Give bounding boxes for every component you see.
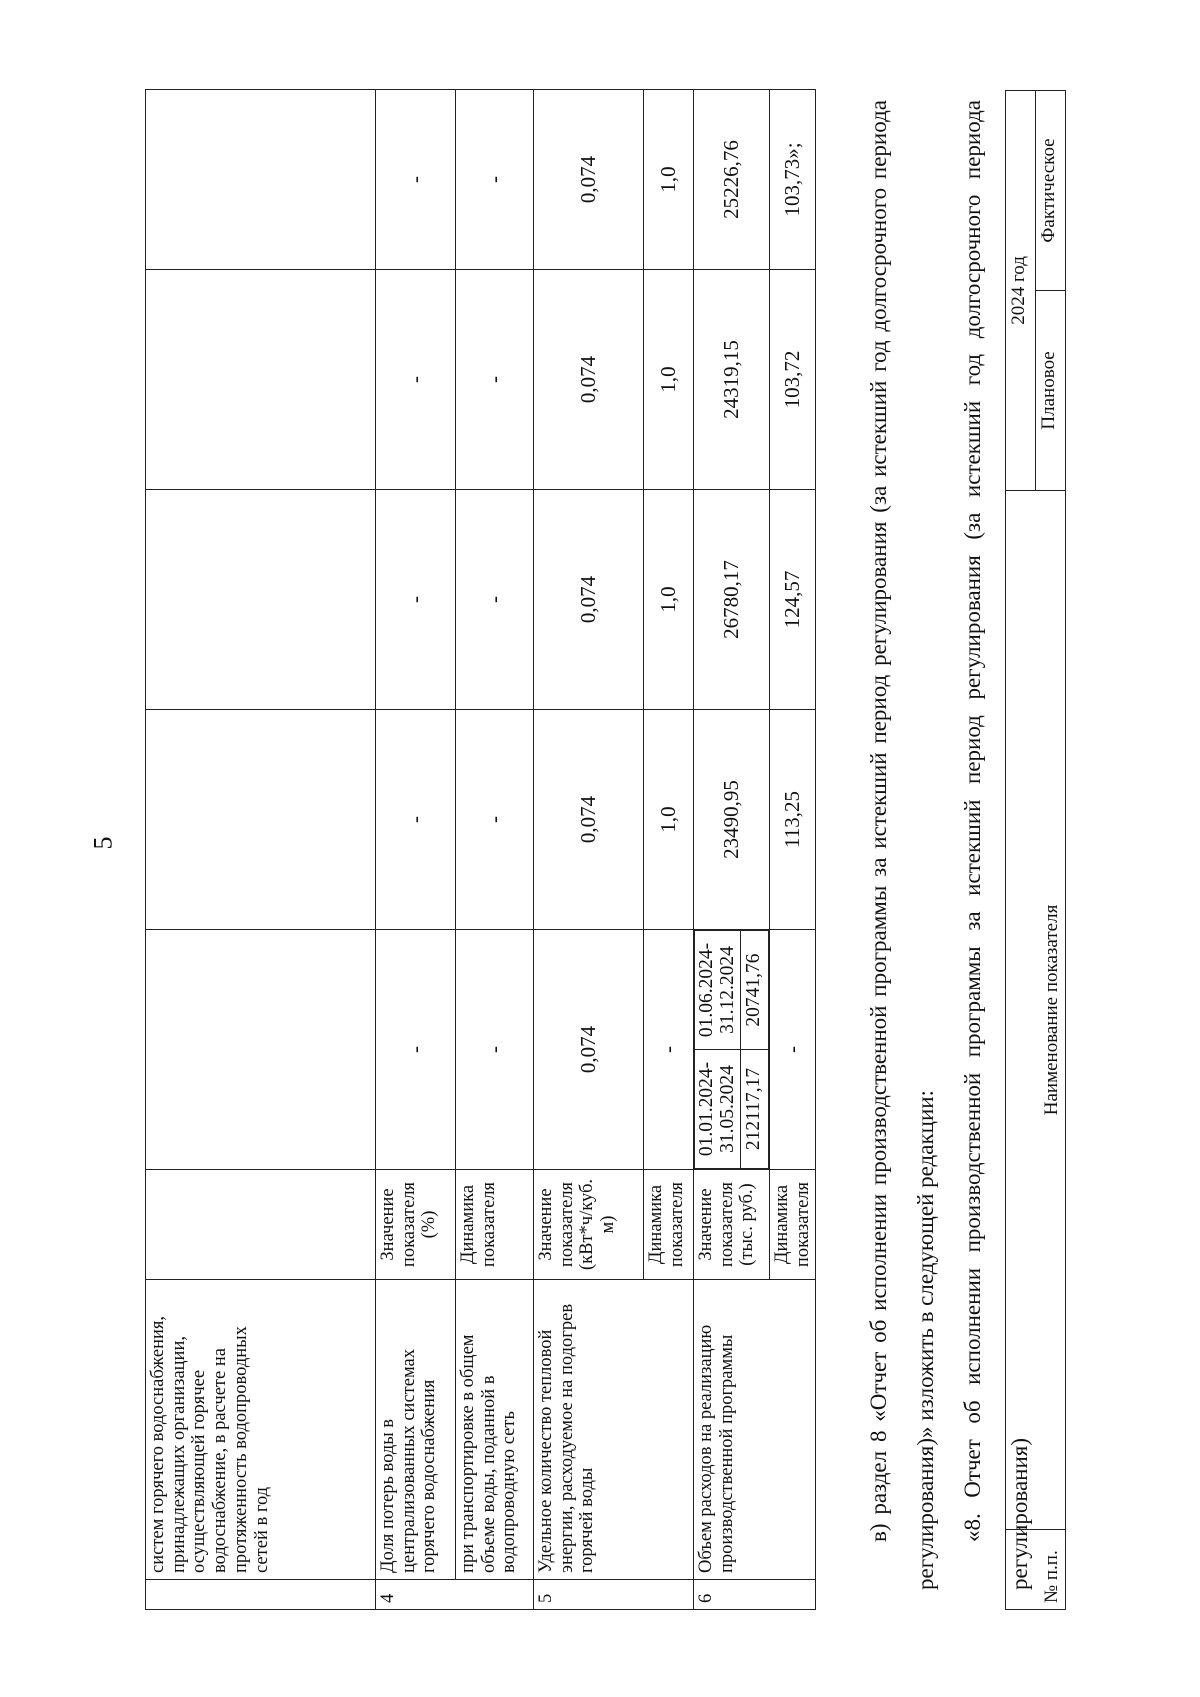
value-cell: 1,0: [644, 90, 694, 270]
value-cell: -: [456, 270, 534, 490]
value-cell: -: [456, 490, 534, 710]
indicator-name: Объем расходов на реализацию производственной программы: [694, 1280, 816, 1580]
table-row: [146, 90, 376, 1610]
value-cell: -: [456, 710, 534, 930]
value-cell: 0,074: [534, 490, 644, 710]
indicator-name: Доля потерь воды в централизованных системах горячего водоснабжения: [376, 1280, 456, 1580]
value-cell: 25226,76: [694, 90, 770, 270]
indicator-name: при транспортировке в общем объеме воды, поданной в водопроводную сеть: [456, 1280, 534, 1580]
value-cell: 103,72: [770, 270, 816, 490]
value-cell: 124,57: [770, 490, 816, 710]
value-cell: 26780,17: [694, 490, 770, 710]
value-cell: 103,73»;: [770, 90, 816, 270]
value-cell: 23490,95: [694, 710, 770, 930]
table-row: [376, 90, 456, 1610]
row-number: 4: [376, 1580, 534, 1610]
table-row: [456, 90, 534, 1610]
paragraph-report-title: «8. Отчет об исполнении производственной программы за истекший период регулирования (за истекший год долгосрочного периода регулирования): [960, 100, 1032, 1590]
indicator-name: Удельное количество тепловой энергии, расходуемое на подогрев горячей воды: [534, 1280, 694, 1580]
value-cell: 24319,15: [694, 270, 770, 490]
metric-label: Значение показателя (кВт*ч/куб. м): [534, 1170, 644, 1280]
metric-label: Значение показателя (%): [376, 1170, 456, 1280]
rotated-page-content: [145, 90, 1095, 1610]
value-cell: -: [376, 930, 456, 1170]
metric-label: Динамика показателя: [456, 1170, 534, 1280]
split-period-cell: [694, 930, 770, 1170]
value-cell: -: [456, 930, 534, 1170]
value-cell: 0,074: [534, 710, 644, 930]
column-header-name: Наименование показателя: [1006, 490, 1066, 1529]
value-cell: -: [376, 710, 456, 930]
value-cell: 1,0: [644, 270, 694, 490]
value-cell: -: [644, 930, 694, 1170]
metric-label: Значение показателя (тыс. руб.): [694, 1170, 770, 1280]
period-2-value: 20741,76: [741, 931, 769, 1050]
split-period-table: [694, 930, 769, 1169]
value-cell: [146, 710, 376, 930]
period-1: 01.01.2024-31.05.2024: [695, 1050, 741, 1169]
metric-label: Динамика показателя: [644, 1170, 694, 1280]
report-table-header: [1005, 90, 1066, 1610]
indicators-table: [145, 89, 816, 1610]
indicator-name: систем горячего водоснабжения, принадлежащих организации, осуществляющей горячее водоснабжение, в расчете на протяженность водопроводных сетей в год: [146, 1280, 376, 1580]
value-cell: -: [770, 930, 816, 1170]
column-header-number: № п.п.: [1006, 1530, 1066, 1610]
row-number: [146, 1580, 376, 1610]
value-cell: -: [376, 270, 456, 490]
period-2: 01.06.2024-31.12.2024: [695, 931, 741, 1050]
value-cell: 0,074: [534, 270, 644, 490]
row-number: 5: [534, 1580, 694, 1610]
value-cell: 0,074: [534, 930, 644, 1170]
table-row: [534, 90, 644, 1610]
value-cell: [146, 270, 376, 490]
column-header-actual: Фактическое: [1036, 91, 1066, 291]
value-cell: 1,0: [644, 710, 694, 930]
value-cell: 0,074: [534, 90, 644, 270]
table-row: [694, 90, 770, 1610]
metric-label: Динамика показателя: [770, 1170, 816, 1280]
paragraph-section-8: в) раздел 8 «Отчет об исполнении производственной программы за истекший период регулирования (за истекший год долгосрочного периода регулирования)» изложить в следующей редакции:: [866, 100, 938, 1590]
value-cell: -: [376, 490, 456, 710]
value-cell: [146, 90, 376, 270]
value-cell: -: [456, 90, 534, 270]
value-cell: 1,0: [644, 490, 694, 710]
row-number: 6: [694, 1580, 816, 1610]
column-header-year: 2024 год: [1006, 91, 1036, 491]
period-1-value: 212117,17: [741, 1050, 769, 1169]
value-cell: [146, 490, 376, 710]
value-cell: 113,25: [770, 710, 816, 930]
column-header-planned: Плановое: [1036, 290, 1066, 490]
page-number: 5: [88, 836, 118, 850]
value-cell: -: [376, 90, 456, 270]
value-cell: [146, 930, 376, 1170]
metric-label: [146, 1170, 376, 1280]
